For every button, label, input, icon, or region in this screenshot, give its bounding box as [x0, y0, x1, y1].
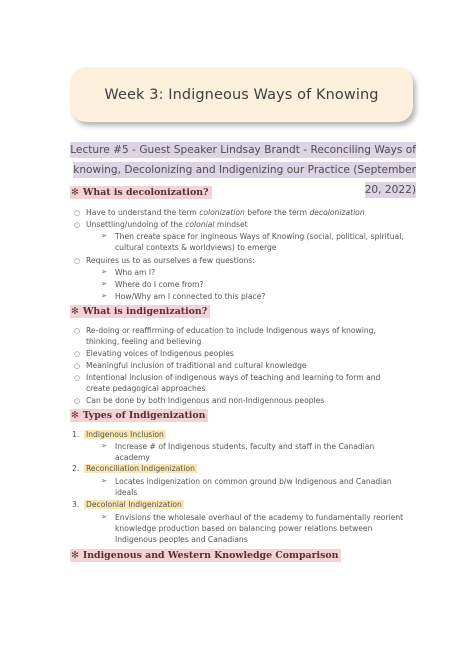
- asterisk-icon: ✻: [71, 410, 79, 421]
- bullet-icon: ○: [74, 374, 81, 382]
- list-item-line: Locates indigenization on common ground b/w Indigenous and Canadian: [115, 477, 392, 486]
- list-item-line: Intentional inclusion of indigenous ways of teaching and learning to form and: [86, 373, 381, 382]
- list-item: Where do I come from?: [115, 280, 204, 289]
- section-heading-types: [70, 410, 208, 421]
- arrow-icon: ➢: [101, 279, 108, 288]
- bullet-icon: ○: [74, 327, 81, 335]
- page-title: Week 3: Indigneous Ways of Knowing: [104, 86, 379, 103]
- list-item-label: Reconciliation Indigenization: [86, 464, 195, 473]
- list-item: Can be done by both Indigenous and non-Indigennous peoples: [86, 396, 325, 405]
- list-item-line: Then create space for ingineous Ways of Knowing (social, political, spiritual,: [115, 232, 404, 241]
- list-item-line: ideals: [115, 488, 138, 497]
- list-item-line: Increase # of Indigenous students, faculty and staff in the Canadian: [115, 442, 375, 451]
- bullet-icon: ○: [74, 221, 81, 229]
- list-item-line: knowledge production based on balancing power relations between: [115, 524, 373, 533]
- section-heading-comparison: [70, 550, 341, 561]
- list-item-line: create pedagogical approaches: [86, 384, 206, 393]
- lecture-title: Lecture #5 - Guest Speaker Lindsay Brandt - Reconciling Ways of knowing, Decolonizing and Indigenizing our Practice (September 20, 2022): [70, 144, 416, 196]
- bullet-icon: ○: [74, 362, 81, 370]
- arrow-icon: ➢: [101, 231, 108, 240]
- bullet-icon: ○: [74, 350, 81, 358]
- list-item-line: Indigenous peoples and Canadians: [115, 535, 248, 544]
- list-item: How/Why am I connected to this place?: [115, 292, 266, 301]
- section-heading-text: Indigenous and Western Knowledge Comparison: [82, 550, 339, 561]
- list-item-line: academy: [115, 453, 150, 462]
- asterisk-icon: ✻: [71, 187, 79, 198]
- list-item: Have to understand the term colonization before the term decolonization: [86, 208, 365, 217]
- arrow-icon: ➢: [101, 476, 108, 485]
- section-heading-decolonization: [70, 187, 212, 198]
- bullet-icon: ○: [74, 257, 81, 265]
- arrow-icon: ➢: [101, 267, 108, 276]
- list-number: 1.: [72, 430, 80, 439]
- list-number: 3.: [72, 500, 80, 509]
- bullet-icon: ○: [74, 397, 81, 405]
- section-heading-text: What is decolonization?: [82, 187, 209, 198]
- list-item-line: cultural contexts & worldviews) to emerge: [115, 243, 277, 252]
- section-heading-indigenization: [70, 306, 210, 317]
- bullet-icon: ○: [74, 209, 81, 217]
- list-item: Meaningful inclusion of traditional and cultural knowledge: [86, 361, 307, 370]
- section-heading-text: Types of Indigenization: [82, 410, 206, 421]
- list-item: Who am I?: [115, 268, 156, 277]
- asterisk-icon: ✻: [71, 550, 79, 561]
- list-item-line: thinking, feeling and believing: [86, 337, 202, 346]
- list-item-line: Envisions the wholesale overhaul of the academy to fundamentally reorient: [115, 513, 404, 522]
- arrow-icon: ➢: [101, 291, 108, 300]
- arrow-icon: ➢: [101, 512, 108, 521]
- section-heading-text: What is indigenization?: [82, 306, 208, 317]
- list-item: Elevating voices of Indigenous peoples: [86, 349, 234, 358]
- list-item-label: Indigenous Inclusion: [86, 430, 164, 439]
- arrow-icon: ➢: [101, 441, 108, 450]
- list-item-label: Decolonial Indigenization: [86, 500, 182, 509]
- asterisk-icon: ✻: [71, 306, 79, 317]
- list-item: Unsettling/undoing of the colonial mindset: [86, 220, 248, 229]
- list-number: 2.: [72, 464, 80, 473]
- list-item-line: Re-doing or reaffirming of education to include Indigenous ways of knowing,: [86, 326, 376, 335]
- list-item: Requires us to as ourselves a few questions:: [86, 256, 255, 265]
- title-card: [70, 67, 413, 122]
